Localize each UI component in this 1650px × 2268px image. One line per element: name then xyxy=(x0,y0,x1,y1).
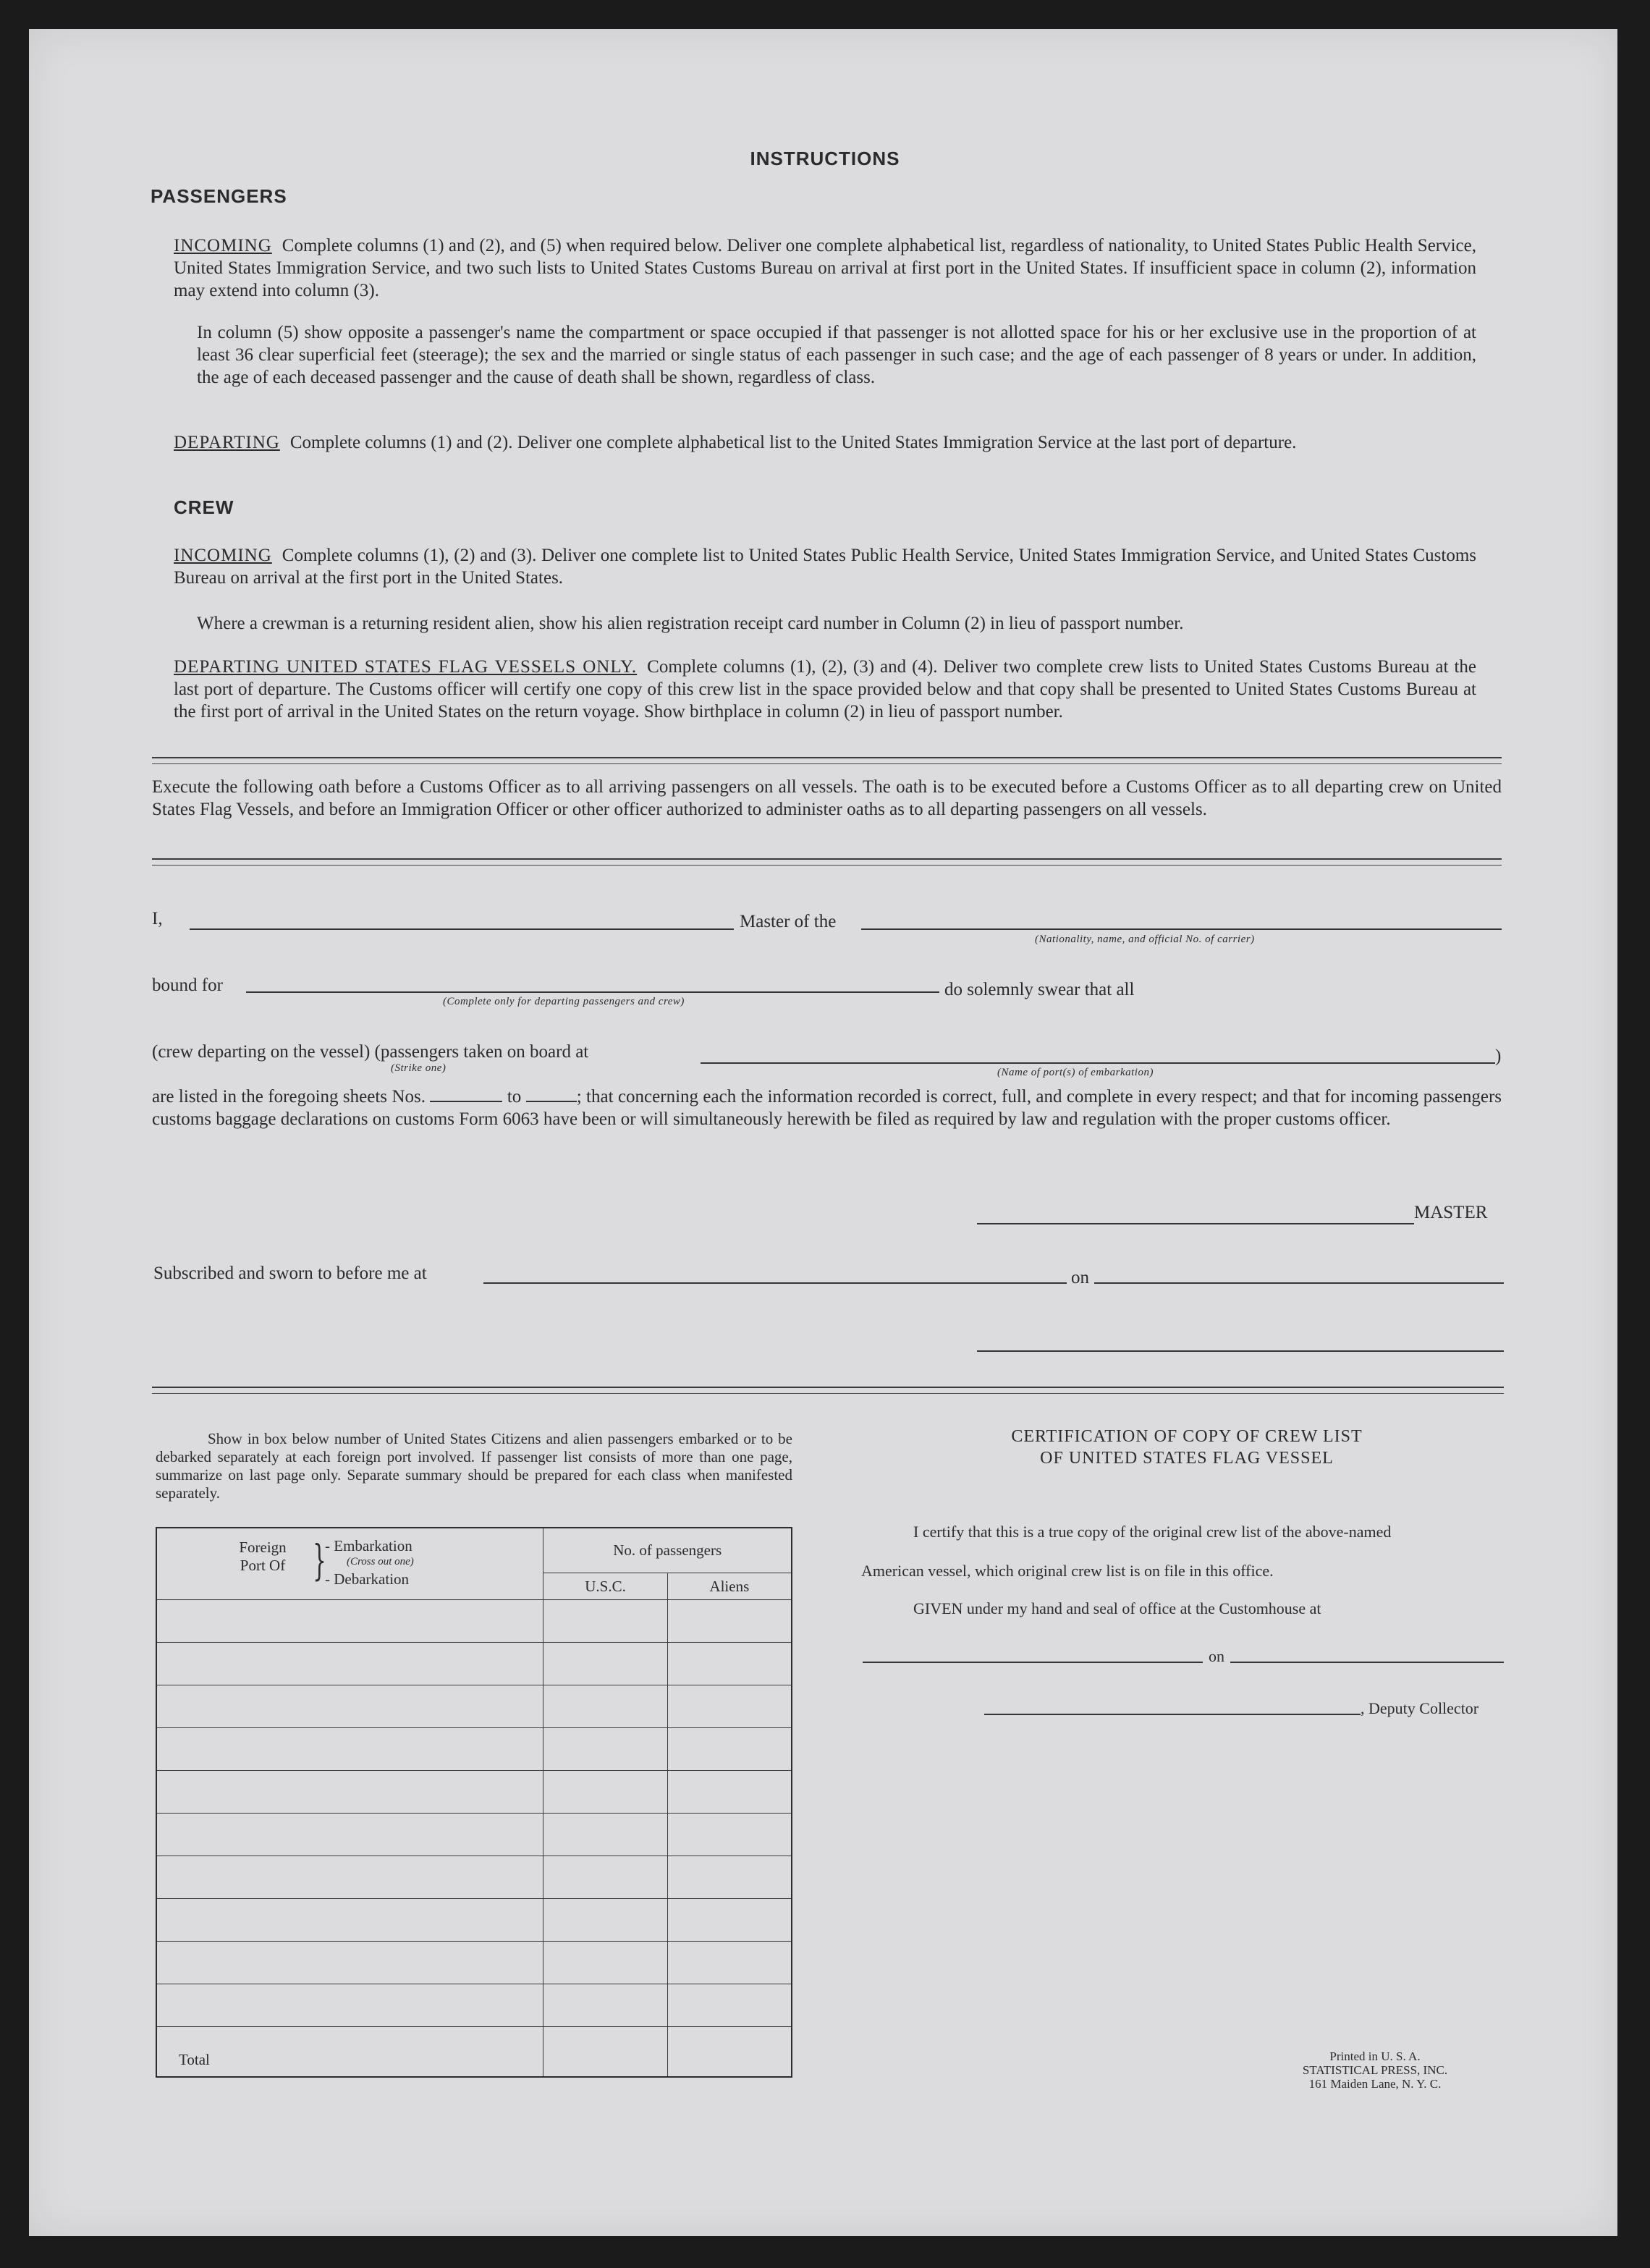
foreign-port-header xyxy=(156,1528,543,1600)
page-title: INSTRUCTIONS xyxy=(750,148,900,169)
aliens-cell[interactable] xyxy=(667,1685,792,1728)
port-cell[interactable] xyxy=(156,1814,543,1856)
sheets-text-1: are listed in the foregoing sheets Nos. xyxy=(152,1087,426,1107)
oath-i-label: I, xyxy=(152,909,163,928)
aliens-cell[interactable] xyxy=(667,1728,792,1771)
sworn-date-field[interactable] xyxy=(1094,1282,1504,1284)
passengers-departing-head: DEPARTING xyxy=(174,433,280,452)
aliens-cell[interactable] xyxy=(667,1643,792,1685)
crew-departing-paragraph xyxy=(174,656,1476,723)
master-signature-field[interactable] xyxy=(977,1223,1414,1224)
port-cell[interactable] xyxy=(156,1899,543,1942)
summary-instructions: Show in box below number of United States Citizens and alien passengers embarked or to be debarked separately at each foreign port involved. If passenger list consists of more than one page, summarize on last page only. Separate summary should be prepared for each class when manifested separately. xyxy=(156,1430,792,1502)
passengers-incoming-paragraph xyxy=(174,234,1476,302)
passengers-departing-paragraph xyxy=(174,431,1476,454)
certify-text: I certify that this is a true copy of the original crew list of the above-named xyxy=(913,1523,1392,1541)
usc-cell[interactable] xyxy=(543,1728,667,1771)
customhouse-field[interactable] xyxy=(863,1662,1203,1663)
certification-heading-2: OF UNITED STATES FLAG VESSEL xyxy=(1040,1449,1334,1468)
crew-heading: CREW xyxy=(174,496,234,518)
sworn-place-field[interactable] xyxy=(483,1282,1067,1284)
cert-date-field[interactable] xyxy=(1230,1662,1504,1663)
deputy-signature-field[interactable] xyxy=(984,1714,1361,1715)
aliens-cell[interactable] xyxy=(667,1814,792,1856)
aliens-header: Aliens xyxy=(667,1573,792,1600)
usc-cell[interactable] xyxy=(543,1856,667,1899)
crew-departing-head: DEPARTING UNITED STATES FLAG VESSELS ONLY. xyxy=(174,657,638,677)
carrier-caption: (Nationality, name, and official No. of carrier) xyxy=(1035,934,1255,945)
bound-for-field[interactable] xyxy=(246,991,939,993)
divider-rule xyxy=(152,757,1502,758)
aliens-cell[interactable] xyxy=(667,1600,792,1643)
oath-name-field[interactable] xyxy=(190,928,734,930)
crew-resident-paragraph: Where a crewman is a returning resident alien, show his alien registration receipt card number in Column (2) in lieu of passport number. xyxy=(197,614,1184,633)
usc-cell[interactable] xyxy=(543,1984,667,2027)
total-usc-cell[interactable] xyxy=(543,2027,667,2078)
deputy-collector-label: , Deputy Collector xyxy=(1361,1699,1479,1717)
passengers-departing-text: Complete columns (1) and (2). Deliver one complete alphabetical list to the United States Immigration Service at the last port of departure. xyxy=(289,433,1297,452)
officer-signature-field[interactable] xyxy=(977,1350,1504,1352)
usc-cell[interactable] xyxy=(543,1643,667,1685)
subscribed-label: Subscribed and sworn to before me at xyxy=(153,1264,427,1283)
oath-sheets-paragraph xyxy=(152,1086,1502,1130)
american-vessel-text: American vessel, which original crew list is on file in this office. xyxy=(861,1562,1274,1580)
close-paren: ) xyxy=(1495,1046,1502,1066)
divider-rule xyxy=(152,865,1502,866)
printer-line-3: 161 Maiden Lane, N. Y. C. xyxy=(1308,2077,1442,2091)
ports-caption: (Name of port(s) of embarkation) xyxy=(997,1067,1154,1078)
aliens-cell[interactable] xyxy=(667,1984,792,2027)
total-label: Total xyxy=(156,2027,543,2078)
given-text: GIVEN under my hand and seal of office at the Customhouse at xyxy=(913,1599,1321,1617)
bound-for-label: bound for xyxy=(152,976,223,995)
cert-on-label: on xyxy=(1209,1647,1224,1665)
passenger-summary-table xyxy=(156,1527,792,2078)
crew-incoming-head: INCOMING xyxy=(174,546,272,565)
table-row xyxy=(156,1814,792,1856)
divider-rule xyxy=(152,1393,1504,1394)
total-aliens-cell[interactable] xyxy=(667,2027,792,2078)
sworn-on-label: on xyxy=(1071,1268,1089,1287)
usc-header: U.S.C. xyxy=(543,1573,667,1600)
swear-text: do solemnly swear that all xyxy=(944,980,1135,999)
passengers-incoming-head: INCOMING xyxy=(174,236,272,255)
oath-master-of-label: Master of the xyxy=(740,912,837,931)
usc-cell[interactable] xyxy=(543,1899,667,1942)
passengers-heading: PASSENGERS xyxy=(151,185,287,207)
port-cell[interactable] xyxy=(156,1643,543,1685)
aliens-cell[interactable] xyxy=(667,1942,792,1984)
embarkation-option[interactable]: - Embarkation xyxy=(325,1537,412,1554)
brace-icon: } xyxy=(313,1536,326,1585)
aliens-cell[interactable] xyxy=(667,1771,792,1814)
printer-line-2: STATISTICAL PRESS, INC. xyxy=(1302,2063,1448,2077)
embarkation-ports-field[interactable] xyxy=(701,1062,1495,1064)
usc-cell[interactable] xyxy=(543,1685,667,1728)
table-row xyxy=(156,1942,792,1984)
usc-cell[interactable] xyxy=(543,1600,667,1643)
divider-rule xyxy=(152,763,1502,764)
port-cell[interactable] xyxy=(156,1600,543,1643)
no-of-passengers-header: No. of passengers xyxy=(543,1528,792,1573)
crew-departing-text: Complete columns (1), (2), (3) and (4). Deliver two complete crew lists to United States Customs Bureau at the last port of departure. The Customs officer will certify one copy of this crew list in the space provided below and that copy shall be presented to United States Customs Bureau at the first port of arrival in the United States on the return voyage. Show birthplace in column (2) in lieu of passport number. xyxy=(174,657,1476,722)
sheets-to-label: to xyxy=(507,1087,522,1107)
aliens-cell[interactable] xyxy=(667,1856,792,1899)
port-cell[interactable] xyxy=(156,1984,543,2027)
carrier-field[interactable] xyxy=(861,928,1502,930)
divider-rule xyxy=(152,1387,1504,1388)
passengers-incoming-text: Complete columns (1) and (2), and (5) when required below. Deliver one complete alphabetical list, regardless of nationality, to United States Public Health Service, United States Immigration Service, and two such lists to United States Customs Bureau on arrival at first port in the United States. If insufficient space in column (2), information may extend into column (3). xyxy=(174,236,1476,300)
table-row xyxy=(156,1899,792,1942)
strike-caption: (Strike one) xyxy=(391,1062,447,1074)
port-cell[interactable] xyxy=(156,1942,543,1984)
sheets-text-2: ; that concerning each the information recorded is correct, full, and complete in every respect; and that for incoming passengers customs baggage declarations on customs Form 6063 have been or will simultaneously herewith be filed as required by law and regulation with the proper customs officer. xyxy=(152,1087,1502,1129)
port-cell[interactable] xyxy=(156,1856,543,1899)
debarkation-option[interactable]: - Debarkation xyxy=(325,1570,410,1588)
oath-intro: Execute the following oath before a Customs Officer as to all arriving passengers on all vessels. The oath is to be executed before a Customs Officer as to all departing crew on United States Flag Vessels, and before an Immigration Officer or other officer authorized to administer oaths as to all departing passengers on all vessels. xyxy=(152,777,1502,819)
port-cell[interactable] xyxy=(156,1771,543,1814)
aliens-cell[interactable] xyxy=(667,1899,792,1942)
usc-cell[interactable] xyxy=(543,1942,667,1984)
table-row xyxy=(156,1984,792,2027)
master-label: MASTER xyxy=(1414,1203,1488,1222)
crew-incoming-paragraph xyxy=(174,544,1476,589)
table-row xyxy=(156,1771,792,1814)
sheet-to-field[interactable] xyxy=(526,1088,577,1102)
usc-cell[interactable] xyxy=(543,1771,667,1814)
table-row xyxy=(156,1856,792,1899)
divider-rule xyxy=(152,858,1502,860)
table-row xyxy=(156,1685,792,1728)
certification-heading-1: CERTIFICATION OF COPY OF CREW LIST xyxy=(1011,1427,1363,1446)
bound-for-caption: (Complete only for departing passengers and crew) xyxy=(443,996,685,1007)
crew-departing-text: (crew departing on the vessel) (passengers taken on board at xyxy=(152,1042,589,1062)
crew-incoming-text: Complete columns (1), (2) and (3). Deliver one complete list to United States Public Health Service, United States Immigration Service, and United States Customs Bureau on arrival at the first port in the United States. xyxy=(174,546,1476,588)
table-row xyxy=(156,1643,792,1685)
passengers-column5-paragraph: In column (5) show opposite a passenger's name the compartment or space occupied if that passenger is not allotted space for his or her exclusive use in the proportion of at least 36 clear superficial feet (steerage); the sex and the married or single status of each passenger in such case; and the age of each passenger of 8 years or under. In addition, the age of each deceased passenger and the cause of death shall be shown, regardless of class. xyxy=(197,323,1476,387)
printer-line-1: Printed in U. S. A. xyxy=(1329,2049,1421,2063)
sheet-from-field[interactable] xyxy=(430,1088,502,1102)
port-cell[interactable] xyxy=(156,1685,543,1728)
total-row xyxy=(156,2027,792,2078)
table-row xyxy=(156,1600,792,1643)
cross-out-caption: (Cross out one) xyxy=(347,1556,414,1567)
foreign-port-label: Foreign Port Of xyxy=(239,1539,287,1574)
table-row xyxy=(156,1728,792,1771)
port-cell[interactable] xyxy=(156,1728,543,1771)
printer-imprint xyxy=(1259,2049,1491,2091)
usc-cell[interactable] xyxy=(543,1814,667,1856)
